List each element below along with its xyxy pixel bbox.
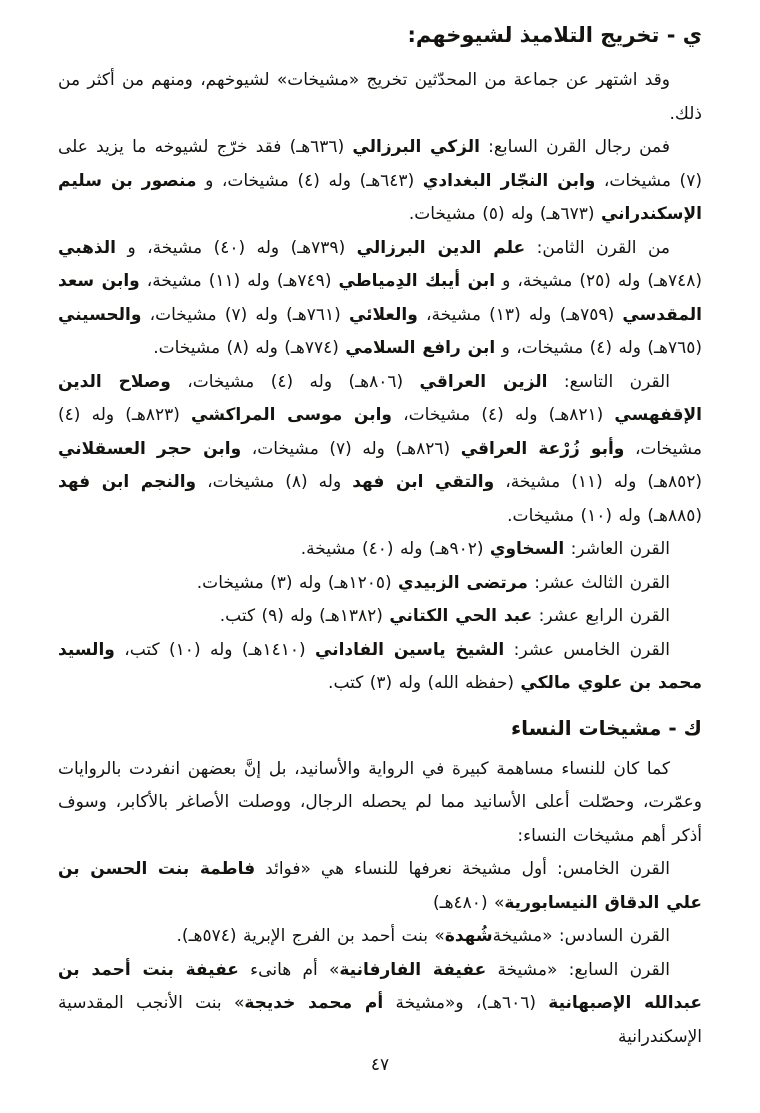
bold-text-run: ي - تخريج التلاميذ لشيوخهم: (407, 23, 702, 47)
text-run: (٧٤٩هـ) وله (١١) مشيخة، (139, 271, 339, 291)
bold-text-run: ابن رافع السلامي (345, 338, 496, 358)
text-run: (١٢٠٥هـ) وله (٣) مشيخات. (196, 572, 399, 593)
bold-text-run: عفيفة بنت أحمد بن عبدالله الإصبهانية (58, 959, 702, 1013)
paragraph (58, 366, 702, 534)
bold-text-run: والنجم ابن فهد (58, 472, 197, 492)
bold-text-run: وصلاح الدين الإقفهسي (58, 371, 702, 425)
text-run: » بنت أحمد بن الفرج الإبرية (٥٧٤هـ). (176, 926, 445, 946)
text-run: (١٣٨٢هـ) وله (٩) كتب. (219, 606, 390, 626)
bold-text-run: ك - مشيخات النساء (510, 715, 702, 740)
bold-text-run: الزكي البرزالي (352, 137, 480, 157)
bold-text-run: عبد الحي الكتاني (389, 606, 533, 626)
bold-text-run: ابن أيبك الدِمياطي (338, 271, 496, 291)
paragraph (58, 131, 702, 232)
text-run: القرن الرابع عشر: (532, 606, 670, 626)
text-run: » بنت الأنجب المقدسية الإسكندرانية (58, 993, 702, 1047)
text-run: القرن العاشر: (564, 539, 670, 559)
text-run: القرن السادس: «مشيخة (492, 926, 670, 946)
bold-text-run: وابن حجر العسقلاني (58, 438, 242, 459)
bold-text-run: والسيد محمد بن علوي مالكي (58, 639, 702, 693)
text-run: (٨٥٢هـ) وله (١١) مشيخة، (494, 472, 702, 492)
bold-text-run: علم الدين البرزالي (356, 237, 526, 258)
text-run: (٨٢٣هـ) وله (٤) مشيخات، (58, 405, 702, 459)
text-run: (٧٥٩هـ) وله (١٣) مشيخة، (417, 304, 623, 325)
bold-text-run: وابن موسى المراكشي (191, 405, 392, 425)
text-run: (٦٧٣هـ) وله (٥) مشيخات. (408, 204, 601, 224)
bold-text-run: عفيفة الفارفانية (339, 959, 487, 980)
bold-text-run: الذهبي (58, 237, 116, 258)
text-run: القرن السابع: «مشيخة (486, 959, 670, 980)
bold-text-run: أم محمد خديجة (244, 993, 384, 1013)
paragraph (58, 567, 702, 601)
text-run: (٦٠٦هـ)، و«مشيخة (383, 993, 549, 1013)
text-run: القرن الثالث عشر: (527, 572, 670, 593)
text-run: (٨٢١هـ) وله (٤) مشيخات، (391, 405, 615, 425)
bold-text-run: وابن سعد المقدسي (58, 271, 702, 325)
text-run: (٦٣٦هـ) فقد خرّج لشيوخه ما يزيد على (٧) مشيخات، (58, 137, 702, 191)
text-run: القرن التاسع: (547, 371, 670, 392)
paragraph (58, 753, 702, 854)
text-run: » (٤٨٠هـ) (432, 892, 505, 913)
text-run: (٨٠٦هـ) وله (٤) مشيخات، (170, 371, 420, 392)
bold-text-run: والعلائي (348, 304, 418, 325)
bold-text-run: وابن النجّار البغدادي (422, 170, 596, 191)
bold-text-run: فاطمة بنت الحسن بن علي الدقاق النيسابورية (58, 859, 702, 913)
bold-text-run: وأبو زُرْعة العراقي (460, 438, 625, 459)
text-run: وقد اشتهر عن جماعة من المحدّثين تخريج «مشيخات» لشيوخهم، ومنهم من أكثر من ذلك. (58, 70, 702, 124)
paragraph (58, 853, 702, 920)
text-run: (٩٠٢هـ) وله (٤٠) مشيخة. (300, 539, 490, 559)
section-heading (58, 713, 702, 743)
bold-text-run: السخاوي (489, 539, 565, 559)
bold-text-run: مرتضى الزبيدي (398, 572, 528, 593)
text-run: (٧٧٤هـ) وله (٨) مشيخات. (153, 338, 346, 358)
text-run: » أم هانىء (238, 959, 340, 980)
paragraph (58, 64, 702, 131)
paragraph (58, 954, 702, 1055)
text-run: (٦٤٣هـ) وله (٤) مشيخات، و (196, 170, 423, 191)
bold-text-run: والحسيني (58, 304, 142, 325)
text-run: (٨٢٦هـ) وله (٧) مشيخات، (241, 438, 461, 459)
paragraph (58, 232, 702, 366)
page-content (58, 20, 702, 1054)
bold-text-run: الزين العراقي (419, 371, 548, 392)
bold-text-run: الشيخ ياسين الفاداني (315, 639, 505, 660)
paragraph (58, 634, 702, 701)
text-run: كما كان للنساء مساهمة كبيرة في الرواية والأسانيد، بل إنَّ بعضهن انفردت بالروايات وعمّرت، وحصّلت أعلى الأسانيد مما لم يحصله الرجال، ووصلت الأصاغر بالأكابر، وسوف أذكر أهم مشيخات النساء: (58, 758, 702, 846)
bold-text-run: شُهدة (444, 926, 493, 946)
paragraph (58, 533, 702, 567)
text-run: (٨٨٥هـ) وله (١٠) مشيخات. (507, 505, 702, 526)
paragraph (58, 600, 702, 634)
text-run: من القرن الثامن: (525, 237, 670, 258)
text-run: (٧٤٨هـ) وله (٢٥) مشيخة، و (495, 271, 703, 291)
section-heading (58, 20, 702, 50)
text-run: القرن الخامس عشر: (504, 639, 670, 660)
paragraph (58, 920, 702, 954)
text-run: وله (٨) مشيخات، (196, 472, 353, 492)
text-run: (٧٦١هـ) وله (٧) مشيخات، (141, 304, 349, 325)
page-number: ٤٧ (370, 1055, 390, 1075)
text-run: (٧٦٥هـ) وله (٤) مشيخات، و (495, 338, 702, 358)
bold-text-run: منصور بن سليم الإسكندراني (58, 170, 702, 224)
text-run: (حفظه الله) وله (٣) كتب. (328, 673, 521, 693)
text-run: (١٤١٠هـ) وله (١٠) كتب، (114, 639, 315, 660)
text-run: القرن الخامس: أول مشيخة نعرفها للنساء هي «فوائد (255, 859, 670, 879)
text-run: (٧٣٩هـ) وله (٤٠) مشيخة، و (115, 237, 357, 258)
text-run: فمن رجال القرن السابع: (479, 137, 671, 157)
bold-text-run: والتقي ابن فهد (352, 472, 495, 492)
